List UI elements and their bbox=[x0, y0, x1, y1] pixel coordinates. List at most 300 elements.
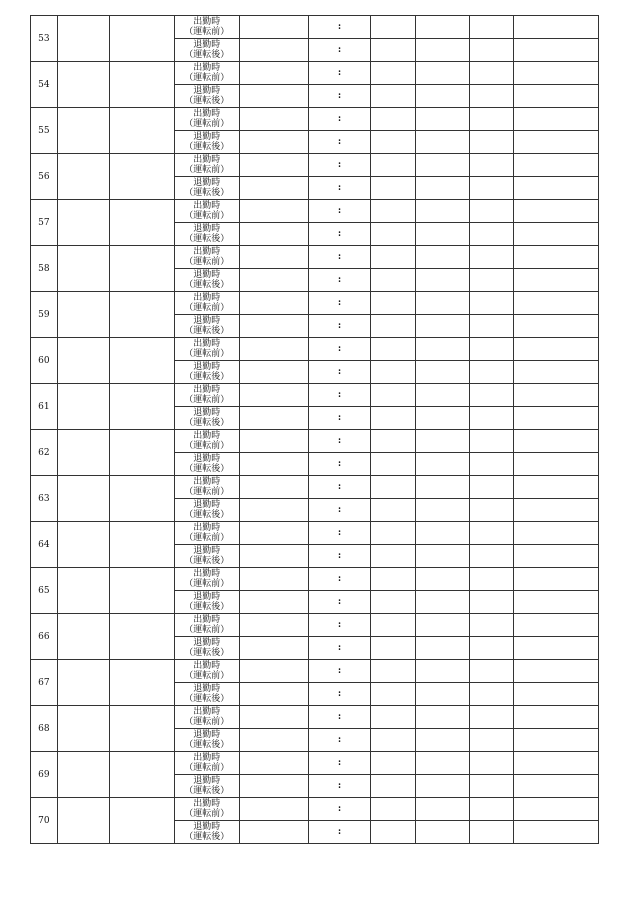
time-separator: : bbox=[337, 275, 342, 285]
driver-name-cell[interactable] bbox=[110, 614, 175, 660]
check-time-cell[interactable] bbox=[308, 315, 370, 338]
confirmer-cell[interactable] bbox=[514, 407, 599, 430]
remarks-cell[interactable] bbox=[469, 729, 514, 752]
check-time-cell[interactable] bbox=[308, 660, 370, 683]
confirmer-cell[interactable] bbox=[514, 292, 599, 315]
remarks-cell[interactable] bbox=[469, 39, 514, 62]
check-time-cell[interactable] bbox=[308, 614, 370, 637]
alcohol-result-cell[interactable] bbox=[415, 660, 469, 683]
check-time-cell[interactable] bbox=[308, 729, 370, 752]
remarks-cell[interactable] bbox=[469, 223, 514, 246]
time-separator: : bbox=[337, 666, 342, 676]
vehicle-cell[interactable] bbox=[239, 798, 308, 821]
entry-number: 62 bbox=[31, 430, 58, 476]
alcohol-result-cell[interactable] bbox=[415, 476, 469, 499]
vehicle-cell[interactable] bbox=[239, 108, 308, 131]
time-separator: : bbox=[337, 114, 342, 124]
log-entry-row-start bbox=[31, 798, 599, 821]
alcohol-result-cell[interactable] bbox=[415, 39, 469, 62]
vehicle-cell[interactable] bbox=[239, 453, 308, 476]
vehicle-cell[interactable] bbox=[239, 39, 308, 62]
vehicle-cell[interactable] bbox=[239, 269, 308, 292]
breathalyzer-cell[interactable] bbox=[371, 453, 416, 476]
confirmer-cell[interactable] bbox=[514, 476, 599, 499]
breathalyzer-cell[interactable] bbox=[371, 568, 416, 591]
driver-name-cell[interactable] bbox=[110, 568, 175, 614]
check-time-cell[interactable] bbox=[308, 545, 370, 568]
alcohol-result-cell[interactable] bbox=[415, 246, 469, 269]
entry-number: 58 bbox=[31, 246, 58, 292]
vehicle-cell[interactable] bbox=[239, 752, 308, 775]
alcohol-result-cell[interactable] bbox=[415, 752, 469, 775]
breathalyzer-cell[interactable] bbox=[371, 545, 416, 568]
breathalyzer-cell[interactable] bbox=[371, 752, 416, 775]
alcohol-result-cell[interactable] bbox=[415, 85, 469, 108]
confirmer-cell[interactable] bbox=[514, 62, 599, 85]
timing-label-start-line2: （運転前） bbox=[184, 303, 230, 313]
driver-name-cell[interactable] bbox=[110, 108, 175, 154]
vehicle-cell[interactable] bbox=[239, 16, 308, 39]
driver-name-cell[interactable] bbox=[110, 16, 175, 62]
alcohol-result-cell[interactable] bbox=[415, 798, 469, 821]
breathalyzer-cell[interactable] bbox=[371, 476, 416, 499]
check-time-cell[interactable] bbox=[308, 775, 370, 798]
vehicle-cell[interactable] bbox=[239, 200, 308, 223]
confirmer-cell[interactable] bbox=[514, 430, 599, 453]
check-time-cell[interactable] bbox=[308, 200, 370, 223]
date-cell[interactable] bbox=[57, 706, 109, 752]
vehicle-cell[interactable] bbox=[239, 338, 308, 361]
alcohol-result-cell[interactable] bbox=[415, 637, 469, 660]
remarks-cell[interactable] bbox=[469, 453, 514, 476]
alcohol-result-cell[interactable] bbox=[415, 361, 469, 384]
confirmer-cell[interactable] bbox=[514, 660, 599, 683]
timing-label-end-line2: （運転後） bbox=[184, 326, 230, 336]
time-separator: : bbox=[337, 482, 342, 492]
confirmer-cell[interactable] bbox=[514, 798, 599, 821]
remarks-cell[interactable] bbox=[469, 292, 514, 315]
date-cell[interactable] bbox=[57, 476, 109, 522]
check-time-cell[interactable] bbox=[308, 292, 370, 315]
vehicle-cell[interactable] bbox=[239, 614, 308, 637]
breathalyzer-cell[interactable] bbox=[371, 246, 416, 269]
vehicle-cell[interactable] bbox=[239, 62, 308, 85]
remarks-cell[interactable] bbox=[469, 637, 514, 660]
timing-label-start-line2: （運転前） bbox=[184, 395, 230, 405]
remarks-cell[interactable] bbox=[469, 775, 514, 798]
timing-label-start-line2: （運転前） bbox=[184, 809, 230, 819]
check-time-cell[interactable] bbox=[308, 154, 370, 177]
check-time-cell[interactable] bbox=[308, 62, 370, 85]
alcohol-result-cell[interactable] bbox=[415, 108, 469, 131]
driver-name-cell[interactable] bbox=[110, 660, 175, 706]
confirmer-cell[interactable] bbox=[514, 706, 599, 729]
time-separator: : bbox=[337, 735, 342, 745]
check-time-cell[interactable] bbox=[308, 361, 370, 384]
confirmer-cell[interactable] bbox=[514, 683, 599, 706]
alcohol-result-cell[interactable] bbox=[415, 499, 469, 522]
log-entry-row-start bbox=[31, 384, 599, 407]
remarks-cell[interactable] bbox=[469, 361, 514, 384]
check-time-cell[interactable] bbox=[308, 269, 370, 292]
breathalyzer-cell[interactable] bbox=[371, 729, 416, 752]
confirmer-cell[interactable] bbox=[514, 522, 599, 545]
time-separator: : bbox=[337, 137, 342, 147]
alcohol-result-cell[interactable] bbox=[415, 407, 469, 430]
driver-name-cell[interactable] bbox=[110, 476, 175, 522]
confirmer-cell[interactable] bbox=[514, 269, 599, 292]
confirmer-cell[interactable] bbox=[514, 568, 599, 591]
alcohol-result-cell[interactable] bbox=[415, 729, 469, 752]
remarks-cell[interactable] bbox=[469, 407, 514, 430]
vehicle-cell[interactable] bbox=[239, 476, 308, 499]
breathalyzer-cell[interactable] bbox=[371, 315, 416, 338]
time-separator: : bbox=[337, 781, 342, 791]
breathalyzer-cell[interactable] bbox=[371, 683, 416, 706]
remarks-cell[interactable] bbox=[469, 752, 514, 775]
date-cell[interactable] bbox=[57, 292, 109, 338]
check-time-cell[interactable] bbox=[308, 177, 370, 200]
vehicle-cell[interactable] bbox=[239, 729, 308, 752]
date-cell[interactable] bbox=[57, 798, 109, 844]
breathalyzer-cell[interactable] bbox=[371, 384, 416, 407]
timing-label-start-line1: 出勤時 bbox=[193, 707, 221, 717]
confirmer-cell[interactable] bbox=[514, 16, 599, 39]
remarks-cell[interactable] bbox=[469, 108, 514, 131]
vehicle-cell[interactable] bbox=[239, 177, 308, 200]
remarks-cell[interactable] bbox=[469, 269, 514, 292]
vehicle-cell[interactable] bbox=[239, 384, 308, 407]
date-cell[interactable] bbox=[57, 660, 109, 706]
breathalyzer-cell[interactable] bbox=[371, 361, 416, 384]
check-time-cell[interactable] bbox=[308, 568, 370, 591]
remarks-cell[interactable] bbox=[469, 200, 514, 223]
time-separator: : bbox=[337, 229, 342, 239]
check-time-cell[interactable] bbox=[308, 821, 370, 844]
alcohol-result-cell[interactable] bbox=[415, 338, 469, 361]
timing-label-start-line1: 出勤時 bbox=[193, 753, 221, 763]
check-time-cell[interactable] bbox=[308, 131, 370, 154]
confirmer-cell[interactable] bbox=[514, 591, 599, 614]
vehicle-cell[interactable] bbox=[239, 522, 308, 545]
driver-name-cell[interactable] bbox=[110, 292, 175, 338]
check-time-cell[interactable] bbox=[308, 384, 370, 407]
log-entry-row-start bbox=[31, 752, 599, 775]
remarks-cell[interactable] bbox=[469, 706, 514, 729]
driver-name-cell[interactable] bbox=[110, 62, 175, 108]
vehicle-cell[interactable] bbox=[239, 430, 308, 453]
driver-name-cell[interactable] bbox=[110, 154, 175, 200]
breathalyzer-cell[interactable] bbox=[371, 223, 416, 246]
date-cell[interactable] bbox=[57, 338, 109, 384]
remarks-cell[interactable] bbox=[469, 430, 514, 453]
timing-label-end-line2: （運転後） bbox=[184, 188, 230, 198]
vehicle-cell[interactable] bbox=[239, 821, 308, 844]
confirmer-cell[interactable] bbox=[514, 200, 599, 223]
driver-name-cell[interactable] bbox=[110, 706, 175, 752]
breathalyzer-cell[interactable] bbox=[371, 108, 416, 131]
entry-number: 64 bbox=[31, 522, 58, 568]
confirmer-cell[interactable] bbox=[514, 361, 599, 384]
vehicle-cell[interactable] bbox=[239, 683, 308, 706]
breathalyzer-cell[interactable] bbox=[371, 522, 416, 545]
date-cell[interactable] bbox=[57, 200, 109, 246]
driver-name-cell[interactable] bbox=[110, 246, 175, 292]
remarks-cell[interactable] bbox=[469, 384, 514, 407]
check-time-cell[interactable] bbox=[308, 430, 370, 453]
remarks-cell[interactable] bbox=[469, 338, 514, 361]
remarks-cell[interactable] bbox=[469, 568, 514, 591]
time-separator: : bbox=[337, 91, 342, 101]
check-time-cell[interactable] bbox=[308, 407, 370, 430]
timing-label-start-line1: 出勤時 bbox=[193, 799, 221, 809]
remarks-cell[interactable] bbox=[469, 476, 514, 499]
remarks-cell[interactable] bbox=[469, 545, 514, 568]
alcohol-result-cell[interactable] bbox=[415, 430, 469, 453]
vehicle-cell[interactable] bbox=[239, 131, 308, 154]
confirmer-cell[interactable] bbox=[514, 246, 599, 269]
timing-label-start-line1: 出勤時 bbox=[193, 385, 221, 395]
confirmer-cell[interactable] bbox=[514, 315, 599, 338]
breathalyzer-cell[interactable] bbox=[371, 154, 416, 177]
alcohol-result-cell[interactable] bbox=[415, 315, 469, 338]
remarks-cell[interactable] bbox=[469, 798, 514, 821]
remarks-cell[interactable] bbox=[469, 591, 514, 614]
driver-name-cell[interactable] bbox=[110, 430, 175, 476]
breathalyzer-cell[interactable] bbox=[371, 637, 416, 660]
confirmer-cell[interactable] bbox=[514, 177, 599, 200]
breathalyzer-cell[interactable] bbox=[371, 591, 416, 614]
breathalyzer-cell[interactable] bbox=[371, 292, 416, 315]
confirmer-cell[interactable] bbox=[514, 499, 599, 522]
confirmer-cell[interactable] bbox=[514, 453, 599, 476]
check-time-cell[interactable] bbox=[308, 85, 370, 108]
driver-name-cell[interactable] bbox=[110, 384, 175, 430]
vehicle-cell[interactable] bbox=[239, 637, 308, 660]
confirmer-cell[interactable] bbox=[514, 637, 599, 660]
check-time-cell[interactable] bbox=[308, 591, 370, 614]
check-time-cell[interactable] bbox=[308, 798, 370, 821]
vehicle-cell[interactable] bbox=[239, 315, 308, 338]
vehicle-cell[interactable] bbox=[239, 223, 308, 246]
vehicle-cell[interactable] bbox=[239, 660, 308, 683]
remarks-cell[interactable] bbox=[469, 522, 514, 545]
timing-label-start bbox=[174, 62, 239, 85]
vehicle-cell[interactable] bbox=[239, 246, 308, 269]
timing-label-start bbox=[174, 660, 239, 683]
remarks-cell[interactable] bbox=[469, 499, 514, 522]
alcohol-result-cell[interactable] bbox=[415, 522, 469, 545]
timing-label-end-line1: 退勤時 bbox=[193, 454, 221, 464]
alcohol-result-cell[interactable] bbox=[415, 453, 469, 476]
time-separator: : bbox=[337, 413, 342, 423]
breathalyzer-cell[interactable] bbox=[371, 706, 416, 729]
timing-label-start bbox=[174, 108, 239, 131]
alcohol-result-cell[interactable] bbox=[415, 16, 469, 39]
check-time-cell[interactable] bbox=[308, 108, 370, 131]
breathalyzer-cell[interactable] bbox=[371, 499, 416, 522]
check-time-cell[interactable] bbox=[308, 683, 370, 706]
alcohol-result-cell[interactable] bbox=[415, 384, 469, 407]
date-cell[interactable] bbox=[57, 62, 109, 108]
check-time-cell[interactable] bbox=[308, 453, 370, 476]
timing-label-start bbox=[174, 568, 239, 591]
alcohol-result-cell[interactable] bbox=[415, 154, 469, 177]
check-time-cell[interactable] bbox=[308, 522, 370, 545]
confirmer-cell[interactable] bbox=[514, 223, 599, 246]
alcohol-result-cell[interactable] bbox=[415, 683, 469, 706]
confirmer-cell[interactable] bbox=[514, 545, 599, 568]
remarks-cell[interactable] bbox=[469, 683, 514, 706]
confirmer-cell[interactable] bbox=[514, 752, 599, 775]
breathalyzer-cell[interactable] bbox=[371, 131, 416, 154]
date-cell[interactable] bbox=[57, 154, 109, 200]
vehicle-cell[interactable] bbox=[239, 568, 308, 591]
alcohol-check-log-table bbox=[30, 15, 599, 844]
timing-label-end bbox=[174, 177, 239, 200]
driver-name-cell[interactable] bbox=[110, 798, 175, 844]
timing-label-start bbox=[174, 522, 239, 545]
remarks-cell[interactable] bbox=[469, 660, 514, 683]
confirmer-cell[interactable] bbox=[514, 614, 599, 637]
driver-name-cell[interactable] bbox=[110, 522, 175, 568]
check-time-cell[interactable] bbox=[308, 476, 370, 499]
entry-number: 59 bbox=[31, 292, 58, 338]
alcohol-result-cell[interactable] bbox=[415, 62, 469, 85]
date-cell[interactable] bbox=[57, 430, 109, 476]
confirmer-cell[interactable] bbox=[514, 85, 599, 108]
entry-number: 57 bbox=[31, 200, 58, 246]
alcohol-result-cell[interactable] bbox=[415, 292, 469, 315]
date-cell[interactable] bbox=[57, 568, 109, 614]
breathalyzer-cell[interactable] bbox=[371, 798, 416, 821]
breathalyzer-cell[interactable] bbox=[371, 200, 416, 223]
confirmer-cell[interactable] bbox=[514, 338, 599, 361]
alcohol-result-cell[interactable] bbox=[415, 269, 469, 292]
check-time-cell[interactable] bbox=[308, 706, 370, 729]
vehicle-cell[interactable] bbox=[239, 545, 308, 568]
vehicle-cell[interactable] bbox=[239, 591, 308, 614]
timing-label-end bbox=[174, 269, 239, 292]
check-time-cell[interactable] bbox=[308, 499, 370, 522]
vehicle-cell[interactable] bbox=[239, 407, 308, 430]
remarks-cell[interactable] bbox=[469, 821, 514, 844]
vehicle-cell[interactable] bbox=[239, 706, 308, 729]
confirmer-cell[interactable] bbox=[514, 131, 599, 154]
date-cell[interactable] bbox=[57, 752, 109, 798]
breathalyzer-cell[interactable] bbox=[371, 338, 416, 361]
date-cell[interactable] bbox=[57, 614, 109, 660]
vehicle-cell[interactable] bbox=[239, 292, 308, 315]
entry-number: 55 bbox=[31, 108, 58, 154]
breathalyzer-cell[interactable] bbox=[371, 177, 416, 200]
breathalyzer-cell[interactable] bbox=[371, 62, 416, 85]
timing-label-end-line1: 退勤時 bbox=[193, 132, 221, 142]
check-time-cell[interactable] bbox=[308, 246, 370, 269]
breathalyzer-cell[interactable] bbox=[371, 16, 416, 39]
alcohol-result-cell[interactable] bbox=[415, 200, 469, 223]
check-time-cell[interactable] bbox=[308, 223, 370, 246]
remarks-cell[interactable] bbox=[469, 614, 514, 637]
alcohol-result-cell[interactable] bbox=[415, 223, 469, 246]
timing-label-end-line2: （運転後） bbox=[184, 142, 230, 152]
confirmer-cell[interactable] bbox=[514, 821, 599, 844]
alcohol-result-cell[interactable] bbox=[415, 614, 469, 637]
remarks-cell[interactable] bbox=[469, 154, 514, 177]
alcohol-result-cell[interactable] bbox=[415, 131, 469, 154]
date-cell[interactable] bbox=[57, 16, 109, 62]
log-entry-row-start bbox=[31, 430, 599, 453]
breathalyzer-cell[interactable] bbox=[371, 430, 416, 453]
remarks-cell[interactable] bbox=[469, 315, 514, 338]
driver-name-cell[interactable] bbox=[110, 200, 175, 246]
breathalyzer-cell[interactable] bbox=[371, 85, 416, 108]
check-time-cell[interactable] bbox=[308, 16, 370, 39]
confirmer-cell[interactable] bbox=[514, 775, 599, 798]
vehicle-cell[interactable] bbox=[239, 361, 308, 384]
timing-label-end-line2: （運転後） bbox=[184, 280, 230, 290]
vehicle-cell[interactable] bbox=[239, 85, 308, 108]
vehicle-cell[interactable] bbox=[239, 499, 308, 522]
driver-name-cell[interactable] bbox=[110, 752, 175, 798]
time-separator: : bbox=[337, 643, 342, 653]
remarks-cell[interactable] bbox=[469, 85, 514, 108]
date-cell[interactable] bbox=[57, 246, 109, 292]
confirmer-cell[interactable] bbox=[514, 154, 599, 177]
timing-label-end-line1: 退勤時 bbox=[193, 638, 221, 648]
confirmer-cell[interactable] bbox=[514, 108, 599, 131]
breathalyzer-cell[interactable] bbox=[371, 821, 416, 844]
alcohol-result-cell[interactable] bbox=[415, 775, 469, 798]
confirmer-cell[interactable] bbox=[514, 39, 599, 62]
breathalyzer-cell[interactable] bbox=[371, 775, 416, 798]
alcohol-result-cell[interactable] bbox=[415, 177, 469, 200]
confirmer-cell[interactable] bbox=[514, 384, 599, 407]
date-cell[interactable] bbox=[57, 384, 109, 430]
confirmer-cell[interactable] bbox=[514, 729, 599, 752]
date-cell[interactable] bbox=[57, 108, 109, 154]
remarks-cell[interactable] bbox=[469, 16, 514, 39]
timing-label-end-line1: 退勤時 bbox=[193, 362, 221, 372]
remarks-cell[interactable] bbox=[469, 62, 514, 85]
remarks-cell[interactable] bbox=[469, 177, 514, 200]
timing-label-end-line2: （運転後） bbox=[184, 694, 230, 704]
check-time-cell[interactable] bbox=[308, 752, 370, 775]
breathalyzer-cell[interactable] bbox=[371, 39, 416, 62]
date-cell[interactable] bbox=[57, 522, 109, 568]
timing-label-start bbox=[174, 154, 239, 177]
breathalyzer-cell[interactable] bbox=[371, 614, 416, 637]
alcohol-result-cell[interactable] bbox=[415, 591, 469, 614]
alcohol-result-cell[interactable] bbox=[415, 545, 469, 568]
vehicle-cell[interactable] bbox=[239, 154, 308, 177]
check-time-cell[interactable] bbox=[308, 637, 370, 660]
timing-label-start-line2: （運転前） bbox=[184, 119, 230, 129]
breathalyzer-cell[interactable] bbox=[371, 269, 416, 292]
alcohol-result-cell[interactable] bbox=[415, 568, 469, 591]
driver-name-cell[interactable] bbox=[110, 338, 175, 384]
check-time-cell[interactable] bbox=[308, 338, 370, 361]
check-time-cell[interactable] bbox=[308, 39, 370, 62]
vehicle-cell[interactable] bbox=[239, 775, 308, 798]
remarks-cell[interactable] bbox=[469, 131, 514, 154]
breathalyzer-cell[interactable] bbox=[371, 407, 416, 430]
entry-number: 61 bbox=[31, 384, 58, 430]
breathalyzer-cell[interactable] bbox=[371, 660, 416, 683]
alcohol-result-cell[interactable] bbox=[415, 706, 469, 729]
alcohol-result-cell[interactable] bbox=[415, 821, 469, 844]
remarks-cell[interactable] bbox=[469, 246, 514, 269]
